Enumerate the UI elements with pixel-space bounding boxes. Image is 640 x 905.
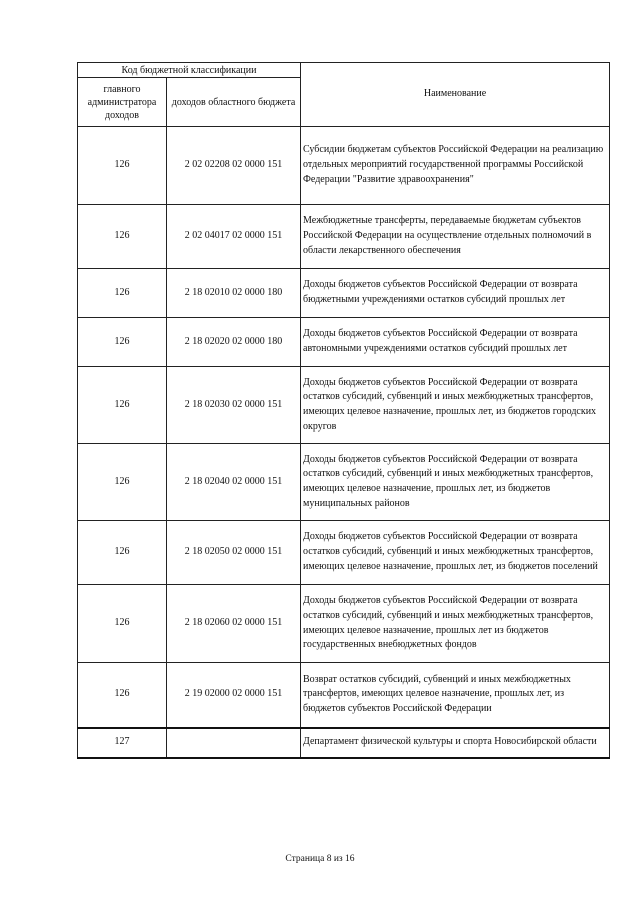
admin-code-cell: 126	[78, 205, 167, 269]
table-row	[78, 269, 610, 318]
name-cell: Доходы бюджетов субъектов Российской Федерации от возврата бюджетными учреждениями остатков субсидий прошлых лет	[301, 269, 610, 318]
header-group-label: Код бюджетной классификации	[78, 63, 301, 78]
table-header	[78, 63, 610, 127]
table-row	[78, 585, 610, 663]
name-cell: Доходы бюджетов субъектов Российской Федерации от возврата автономными учреждениями остатков субсидий прошлых лет	[301, 318, 610, 367]
income-code-cell: 2 02 02208 02 0000 151	[167, 127, 301, 205]
table-row-department	[78, 728, 610, 758]
admin-code-cell: 126	[78, 127, 167, 205]
name-cell: Субсидии бюджетам субъектов Российской Федерации на реализацию отдельных мероприятий государственной программы Российской Федерации "Развитие здравоохранения"	[301, 127, 610, 205]
department-name-cell: Департамент физической культуры и спорта Новосибирской области	[301, 728, 610, 758]
name-cell: Возврат остатков субсидий, субвенций и иных межбюджетных трансфертов, имеющих целевое назначение, прошлых лет, из бюджетов субъектов Российской Федерации	[301, 663, 610, 728]
table-row	[78, 318, 610, 367]
income-code-cell: 2 18 02030 02 0000 151	[167, 367, 301, 444]
budget-classification-table	[77, 62, 610, 759]
name-cell: Доходы бюджетов субъектов Российской Федерации от возврата остатков субсидий, субвенций и иных межбюджетных трансфертов, имеющих целевое назначение, прошлых лет из бюджетов государственных внебюджетных фондов	[301, 585, 610, 663]
income-code-cell: 2 18 02040 02 0000 151	[167, 444, 301, 521]
table-row	[78, 367, 610, 444]
admin-code-cell: 126	[78, 663, 167, 728]
name-cell: Доходы бюджетов субъектов Российской Федерации от возврата остатков субсидий, субвенций и иных межбюджетных трансфертов, имеющих целевое назначение, прошлых лет, из бюджетов поселений	[301, 521, 610, 585]
income-code-cell: 2 18 02050 02 0000 151	[167, 521, 301, 585]
name-cell: Доходы бюджетов субъектов Российской Федерации от возврата остатков субсидий, субвенций и иных межбюджетных трансфертов, имеющих целевое назначение, прошлых лет, из бюджетов муниципальных районов	[301, 444, 610, 521]
admin-code-cell: 126	[78, 521, 167, 585]
income-code-cell: 2 18 02010 02 0000 180	[167, 269, 301, 318]
income-code-cell: 2 18 02020 02 0000 180	[167, 318, 301, 367]
name-cell: Межбюджетные трансферты, передаваемые бюджетам субъектов Российской Федерации на осуществление отдельных полномочий в области лекарственного обеспечения	[301, 205, 610, 269]
admin-code-cell: 127	[78, 728, 167, 758]
page-number: Страница 8 из 16	[285, 854, 355, 864]
admin-code-cell: 126	[78, 585, 167, 663]
table-row	[78, 127, 610, 205]
admin-code-cell: 126	[78, 444, 167, 521]
header-col-income: доходов областного бюджета	[167, 78, 301, 127]
table-row	[78, 663, 610, 728]
income-code-cell: 2 19 02000 02 0000 151	[167, 663, 301, 728]
admin-code-cell: 126	[78, 367, 167, 444]
table-row	[78, 444, 610, 521]
header-col-name: Наименование	[301, 63, 610, 127]
income-code-cell	[167, 728, 301, 758]
table-row	[78, 205, 610, 269]
admin-code-cell: 126	[78, 318, 167, 367]
income-code-cell: 2 18 02060 02 0000 151	[167, 585, 301, 663]
table-row	[78, 521, 610, 585]
income-code-cell: 2 02 04017 02 0000 151	[167, 205, 301, 269]
header-col-admin: главного администратора доходов	[78, 78, 167, 127]
admin-code-cell: 126	[78, 269, 167, 318]
name-cell: Доходы бюджетов субъектов Российской Федерации от возврата остатков субсидий, субвенций и иных межбюджетных трансфертов, имеющих целевое назначение, прошлых лет, из бюджетов городских округов	[301, 367, 610, 444]
